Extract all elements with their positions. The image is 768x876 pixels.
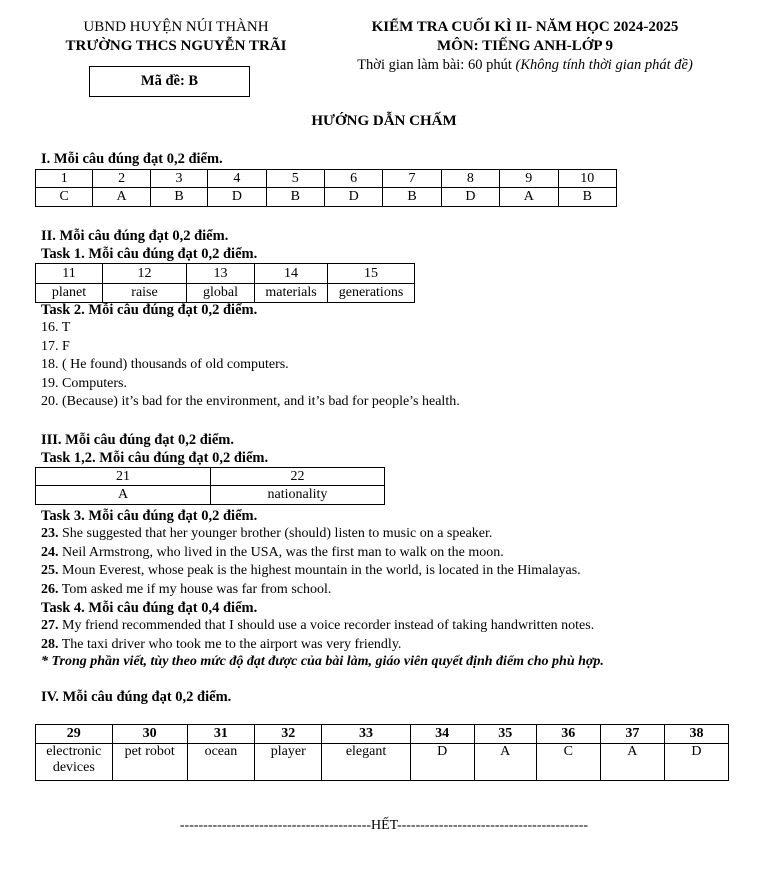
question-number-cell: 35: [474, 725, 536, 744]
answer-line: 18. ( He found) thousands of old computers.: [41, 357, 289, 373]
answer-cell: B: [558, 188, 617, 207]
section2-task2-heading: Task 2. Mỗi câu đúng đạt 0,2 điểm.: [41, 302, 258, 318]
question-number-cell: 30: [112, 725, 187, 744]
question-number-cell: 1: [36, 170, 93, 188]
question-number-cell: 3: [150, 170, 207, 188]
question-number-cell: 4: [208, 170, 266, 188]
question-number-cell: 38: [664, 725, 728, 744]
answer-cell: A: [500, 188, 558, 207]
time-line: [320, 56, 730, 75]
answer-cell: A: [600, 744, 664, 781]
answer-line: [41, 562, 581, 581]
section3-task3-answers: [41, 525, 581, 599]
answer-cell: D: [410, 744, 474, 781]
answer-cell: pet robot: [112, 744, 187, 781]
answer-cell: global: [187, 284, 255, 303]
answer-cell: ocean: [187, 744, 254, 781]
answer-cell: nationality: [211, 486, 385, 505]
section2-task1-heading: Task 1. Mỗi câu đúng đạt 0,2 điểm.: [41, 246, 258, 262]
question-number-cell: 11: [36, 264, 103, 284]
answer-cell: player: [255, 744, 322, 781]
answer-line: 20. (Because) it’s bad for the environment, and it’s bad for people’s health.: [41, 394, 460, 410]
answer-line: 19. Computers.: [41, 375, 127, 391]
answer-cell: A: [36, 486, 211, 505]
time-text: Thời gian làm bài: 60 phút: [357, 57, 512, 73]
time-note: (Không tính thời gian phát đề): [515, 57, 693, 73]
answer-text: Moun Everest, whose peak is the highest mountain in the world, is located in the Himalayas.: [58, 563, 581, 579]
question-number-cell: 13: [187, 264, 255, 284]
answer-text: My friend recommended that I should use a voice recorder instead of taking handwritten notes.: [58, 618, 595, 633]
section4-answer-table: [35, 724, 729, 781]
question-number-cell: 36: [536, 725, 600, 744]
section3-task12-table: [35, 467, 385, 505]
question-number-cell: 12: [103, 264, 187, 284]
writing-note: * Trong phần viết, tùy theo mức độ đạt được của bài làm, giáo viên quyết định điểm cho phù hợp.: [41, 654, 604, 669]
answer-number: 26.: [41, 581, 59, 597]
section2-heading: II. Mỗi câu đúng đạt 0,2 điểm.: [41, 228, 229, 244]
question-number-cell: 5: [266, 170, 324, 188]
answer-cell: D: [208, 188, 266, 207]
answer-cell: raise: [103, 284, 187, 303]
subject-title: MÔN: TIẾNG ANH-LỚP 9: [437, 38, 613, 54]
question-number-cell: 6: [324, 170, 382, 188]
school-name: TRƯỜNG THCS NGUYỄN TRÃI: [65, 38, 287, 54]
answer-cell: D: [441, 188, 499, 207]
answer-text: Tom asked me if my house was far from school.: [58, 581, 332, 597]
answer-text: Neil Armstrong, who lived in the USA, was the first man to walk on the moon.: [58, 544, 504, 560]
answer-line: 16. T: [41, 320, 71, 335]
question-number-cell: 37: [600, 725, 664, 744]
section3-task4-heading: Task 4. Mỗi câu đúng đạt 0,4 điểm.: [41, 600, 258, 616]
question-number-cell: 33: [322, 725, 410, 744]
question-number-cell: 8: [441, 170, 499, 188]
question-number-cell: 7: [383, 170, 441, 188]
answer-cell: planet: [36, 284, 103, 303]
answer-number: 27.: [41, 618, 59, 633]
section3-heading: III. Mỗi câu đúng đạt 0,2 điểm.: [41, 432, 234, 448]
answer-cell: D: [324, 188, 382, 207]
page-title: HƯỚNG DẪN CHẤM: [311, 113, 457, 129]
answer-number: 24.: [41, 544, 59, 560]
answer-cell: A: [93, 188, 150, 207]
answer-cell: B: [150, 188, 207, 207]
question-number-cell: 31: [187, 725, 254, 744]
question-number-cell: 22: [211, 468, 385, 486]
section2-task2-answers: [41, 319, 460, 412]
question-number-cell: 9: [500, 170, 558, 188]
answer-number: 23.: [41, 526, 59, 541]
school-header: [40, 18, 312, 56]
answer-line: [41, 544, 581, 563]
section3-task12-heading: Task 1,2. Mỗi câu đúng đạt 0,2 điểm.: [41, 450, 269, 466]
answer-line: [41, 525, 581, 544]
answer-cell: electronic devices: [36, 744, 113, 781]
answer-cell: materials: [255, 284, 328, 303]
question-number-cell: 21: [36, 468, 211, 486]
exam-code-box: Mã đề: B: [89, 66, 250, 97]
answer-cell: C: [36, 188, 93, 207]
question-number-cell: 2: [93, 170, 150, 188]
question-number-cell: 34: [410, 725, 474, 744]
answer-text: The taxi driver who took me to the airport was very friendly.: [58, 636, 402, 652]
answer-cell: A: [474, 744, 536, 781]
question-number-cell: 10: [558, 170, 617, 188]
answer-number: 28.: [41, 636, 59, 652]
district-name: UBND HUYỆN NÚI THÀNH: [83, 19, 269, 35]
answer-text: She suggested that her younger brother (should) listen to music on a speaker.: [58, 526, 493, 541]
section3-task3-heading: Task 3. Mỗi câu đúng đạt 0,2 điểm.: [41, 508, 258, 524]
exam-title: KIỂM TRA CUỐI KÌ II- NĂM HỌC 2024-2025: [371, 19, 679, 35]
answer-line: 17. F: [41, 338, 70, 354]
section3-task4-answers: [41, 617, 594, 654]
answer-number: 25.: [41, 563, 59, 579]
answer-line: [41, 617, 594, 636]
exam-header: [320, 18, 730, 75]
answer-cell: B: [383, 188, 441, 207]
question-number-cell: 29: [36, 725, 113, 744]
question-number-cell: 14: [255, 264, 328, 284]
section4-heading: IV. Mỗi câu đúng đạt 0,2 điểm.: [41, 689, 232, 705]
question-number-cell: 32: [255, 725, 322, 744]
answer-cell: C: [536, 744, 600, 781]
answer-cell: B: [266, 188, 324, 207]
answer-cell: D: [664, 744, 728, 781]
answer-cell: generations: [328, 284, 415, 303]
question-number-cell: 15: [328, 264, 415, 284]
end-marker: -----------------------------------------HẾT-----------------------------------------: [179, 818, 589, 833]
section1-answer-table: [35, 169, 617, 207]
answer-line: [41, 636, 594, 655]
section1-heading: I. Mỗi câu đúng đạt 0,2 điểm.: [41, 151, 223, 167]
answer-line: [41, 581, 581, 600]
answer-cell: elegant: [322, 744, 410, 781]
section2-task1-table: [35, 263, 415, 303]
